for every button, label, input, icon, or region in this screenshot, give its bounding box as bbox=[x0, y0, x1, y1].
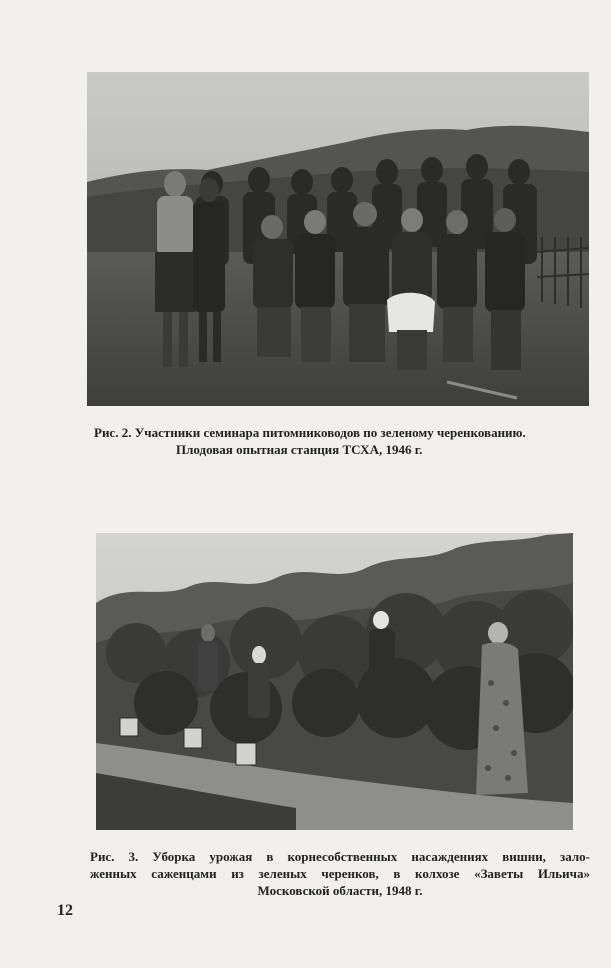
photo-seminar-participants bbox=[87, 72, 589, 406]
caption-line: женных саженцами из зеленых черенков, в колхозе «Заветы Ильича» bbox=[90, 866, 590, 881]
figure-caption-harvest bbox=[90, 848, 590, 899]
figure-caption-seminar bbox=[94, 424, 594, 458]
caption-line: Рис. 2. Участники семинара питомниководов по зеленому черенкованию. bbox=[94, 425, 526, 440]
photo-cherry-harvest bbox=[96, 533, 573, 830]
caption-line: Московской области, 1948 г. bbox=[257, 883, 423, 898]
page-number: 12 bbox=[57, 902, 73, 919]
caption-line: Рис. 3. Уборка урожая в корнесобственных насаждениях вишни, зало- bbox=[90, 849, 590, 864]
caption-line: Плодовая опытная станция ТСХА, 1946 г. bbox=[176, 442, 423, 457]
